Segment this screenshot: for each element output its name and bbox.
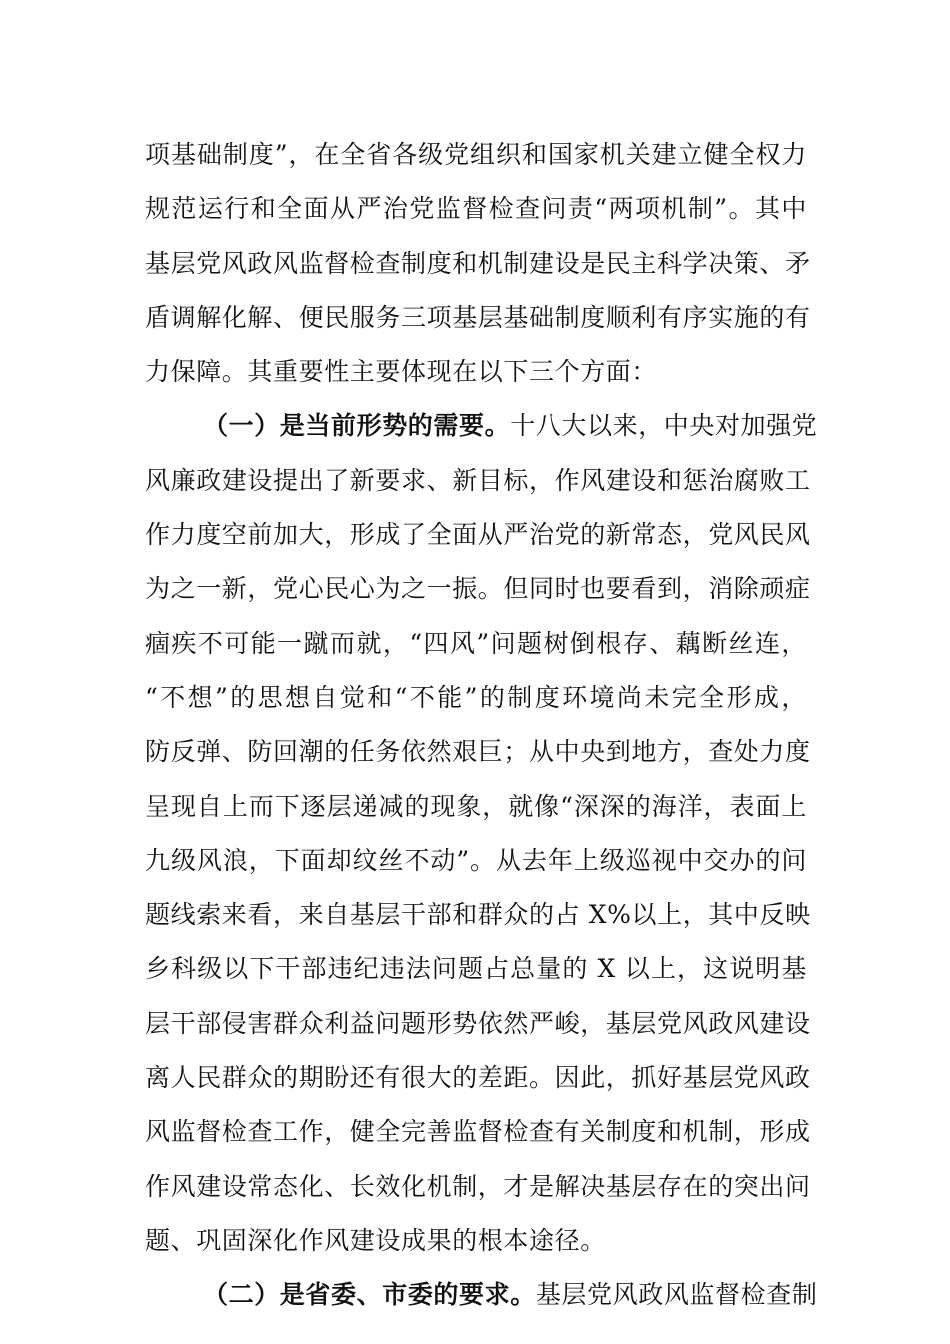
section-2-heading: （二）是省委、市委的要求。 xyxy=(203,1280,536,1310)
paragraph-line: 作力度空前加大，形成了全面从严治党的新常态，党风民风 xyxy=(145,520,811,550)
paragraph-line: 题线索来看，来自基层干部和群众的占 X%以上，其中反映 xyxy=(145,900,811,930)
paragraph-line: 作风建设常态化、长效化机制，才是解决基层存在的突出问 xyxy=(145,1171,811,1201)
paragraph-line: 力保障。其重要性主要体现在以下三个方面： xyxy=(145,357,658,387)
paragraph-line: 风监督检查工作，健全完善监督检查有关制度和机制，形成 xyxy=(145,1117,811,1147)
paragraph-line: 乡科级以下干部违纪违法问题占总量的 X 以上，这说明基 xyxy=(145,954,807,984)
paragraph-line: 项基础制度”，在全省各级党组织和国家机关建立健全权力 xyxy=(145,140,807,169)
section-1-text: 十八大以来，中央对加强党 xyxy=(510,411,818,441)
paragraph-line: 规范运行和全面从严治党监督检查问责“两项机制”。其中 xyxy=(145,194,807,224)
paragraph-line: 风廉政建设提出了新要求、新目标，作风建设和惩治腐败工 xyxy=(145,465,811,495)
body-text xyxy=(145,128,818,1323)
paragraph-line: 题、巩固深化作风建设成果的根本途径。 xyxy=(145,1225,606,1255)
paragraph-line: 层干部侵害群众利益问题形势依然严峻，基层党风政风建设 xyxy=(145,1008,811,1038)
paragraph-line: 九级风浪，下面却纹丝不动”。从去年上级巡视中交办的问 xyxy=(145,845,807,875)
paragraph-line: 防反弹、防回潮的任务依然艰巨；从中央到地方，查处力度 xyxy=(145,737,811,767)
paragraph-line: 呈现自上而下逐层递减的现象，就像“深深的海洋，表面上 xyxy=(145,791,807,821)
paragraph-line: 盾调解化解、便民服务三项基层基础制度顺利有序实施的有 xyxy=(145,302,811,332)
section-2-first-line xyxy=(145,1268,818,1322)
paragraph-line: 基层党风政风监督检查制度和机制建设是民主科学决策、矛 xyxy=(145,248,811,278)
paragraph-line: 离人民群众的期盼还有很大的差距。因此，抓好基层党风政 xyxy=(145,1063,811,1093)
section-1-first-line xyxy=(145,399,818,453)
section-1-heading: （一）是当前形势的需要。 xyxy=(203,411,511,441)
paragraph-line: 痼疾不可能一蹴而就，“四风”问题树倒根存、藕断丝连， xyxy=(145,628,807,658)
section-2-text: 基层党风政风监督检查制 xyxy=(535,1280,818,1310)
paragraph-line: 为之一新，党心民心为之一振。但同时也要看到，消除顽症 xyxy=(145,574,811,604)
paragraph-line: “不想”的思想自觉和“不能”的制度环境尚未完全形成， xyxy=(145,682,807,712)
